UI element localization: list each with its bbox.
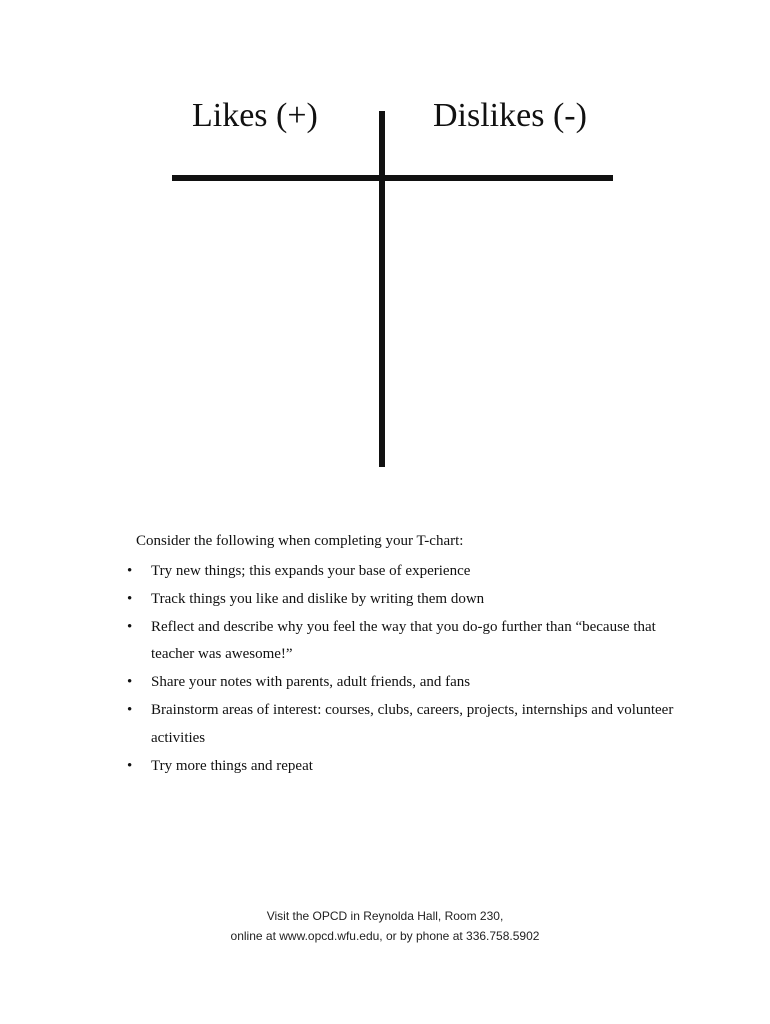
list-item (118, 558, 678, 586)
bullet-icon: • (127, 702, 133, 718)
footer-address: Visit the OPCD in Reynolda Hall, Room 230, (266, 909, 504, 923)
tip-text: Try more things and repeat (151, 757, 313, 774)
tip-text: Track things you like and dislike by writing them down (151, 590, 485, 607)
list-item (118, 669, 678, 697)
tchart-horizontal-rule (172, 175, 613, 181)
bullet-icon: • (127, 674, 133, 690)
tips-section (118, 528, 678, 781)
list-item (118, 697, 678, 752)
bullet-icon: • (127, 590, 133, 607)
tip-text: Reflect and describe why you feel the way that you do-go further than “because that teacher was awesome!” (151, 618, 656, 662)
list-item (118, 614, 678, 669)
bullet-icon: • (127, 757, 133, 774)
tips-list (118, 558, 678, 781)
tip-text: Try new things; this expands your base of experience (151, 562, 471, 579)
tips-intro: Consider the following when completing your T-chart: (136, 533, 464, 549)
bullet-icon: • (127, 618, 133, 635)
tip-text: Brainstorm areas of interest: courses, clubs, careers, projects, internships and volunteer activities (151, 702, 674, 746)
list-item (118, 753, 678, 781)
tip-text: Share your notes with parents, adult friends, and fans (151, 674, 471, 690)
bullet-icon: • (127, 562, 133, 579)
footer-contact: online at www.opcd.wfu.edu, or by phone at 336.758.5902 (230, 929, 540, 943)
dislikes-heading: Dislikes (-) (433, 97, 587, 134)
footer (0, 906, 770, 946)
likes-heading: Likes (+) (192, 97, 318, 134)
list-item (118, 586, 678, 614)
tchart-vertical-rule (379, 111, 385, 467)
